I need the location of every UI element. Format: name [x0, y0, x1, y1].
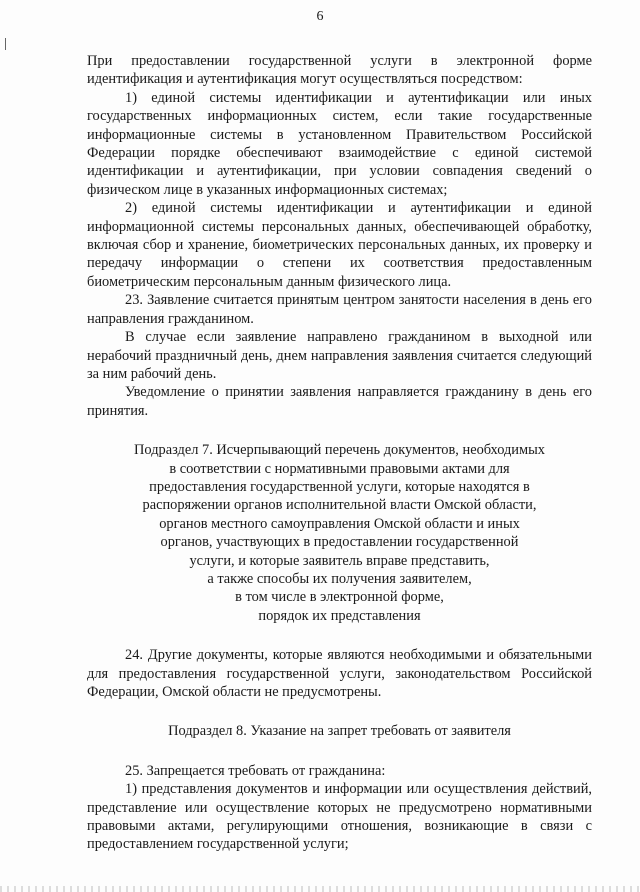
- heading-line: а также способы их получения заявителем,: [207, 570, 472, 587]
- heading-line: предоставления государственной услуги, которые находятся в: [149, 478, 530, 495]
- page-number: 6: [316, 9, 324, 24]
- paragraph-item-1: 1) единой системы идентификации и аутентификации или иных государственных информационных систем, если такие государственные информационные системы в установленном Правительством Российской Федерации порядке обеспечивают взаимодействие с единой системой идентификации и аутентификации, при условии совпадения сведений о физическом лице в указанных информационных системах;: [87, 89, 592, 198]
- subsection-7-heading: [87, 441, 592, 625]
- scan-edge-noise: [0, 886, 640, 892]
- paragraph-weekend-rule: В случае если заявление направлено гражданином в выходной или нерабочий праздничный день, днем направления заявления считается следующий за ним рабочий день.: [87, 329, 592, 382]
- heading-line: в том числе в электронной форме,: [235, 589, 444, 606]
- heading-line: распоряжении органов исполнительной власти Омской области,: [142, 497, 537, 514]
- paragraph-25-item-1: 1) представления документов и информации или осуществления действий, представление или осуществление которых не предусмотрено нормативными правовыми актами, регулирующими отношения, возникающие в связи с предоставлением государственной услуги;: [87, 781, 592, 853]
- paragraph-intro: При предоставлении государственной услуги в электронной форме идентификация и аутентификация могут осуществляться посредством:: [87, 53, 592, 88]
- paragraph-25: 25. Запрещается требовать от гражданина:: [125, 762, 386, 779]
- heading-line: услуги, и которые заявитель вправе представить,: [189, 552, 490, 569]
- heading-line: Подраздел 7. Исчерпывающий перечень документов, необходимых: [134, 442, 545, 459]
- heading-line: в соответствии с нормативными правовыми актами для: [169, 460, 510, 477]
- heading-line: органов, участвующих в предоставлении государственной: [160, 534, 519, 551]
- paragraph-23: 23. Заявление считается принятым центром занятости населения в день его направления гражданином.: [87, 292, 592, 327]
- paragraph-item-2: 2) единой системы идентификации и аутентификации и единой информационной системы персональных данных, обеспечивающей обработку, включая сбор и хранение, биометрических персональных данных, их проверку и передачу информации о степени их соответствия предоставленным биометрическим персональным данным физического лица.: [87, 200, 592, 290]
- paragraph-notification: Уведомление о принятии заявления направляется гражданину в день его принятия.: [87, 384, 592, 419]
- subsection-8-heading: Подраздел 8. Указание на запрет требовать от заявителя: [168, 723, 511, 740]
- scan-margin-mark: [5, 38, 6, 50]
- document-body: [87, 52, 592, 854]
- heading-line: порядок их представления: [258, 607, 421, 624]
- heading-line: органов местного самоуправления Омской области и иных: [159, 515, 520, 532]
- paragraph-24: 24. Другие документы, которые являются необходимыми и обязательными для предоставления государственной услуги, законодательством Российской Федерации, Омской области не предусмотрены.: [87, 647, 592, 700]
